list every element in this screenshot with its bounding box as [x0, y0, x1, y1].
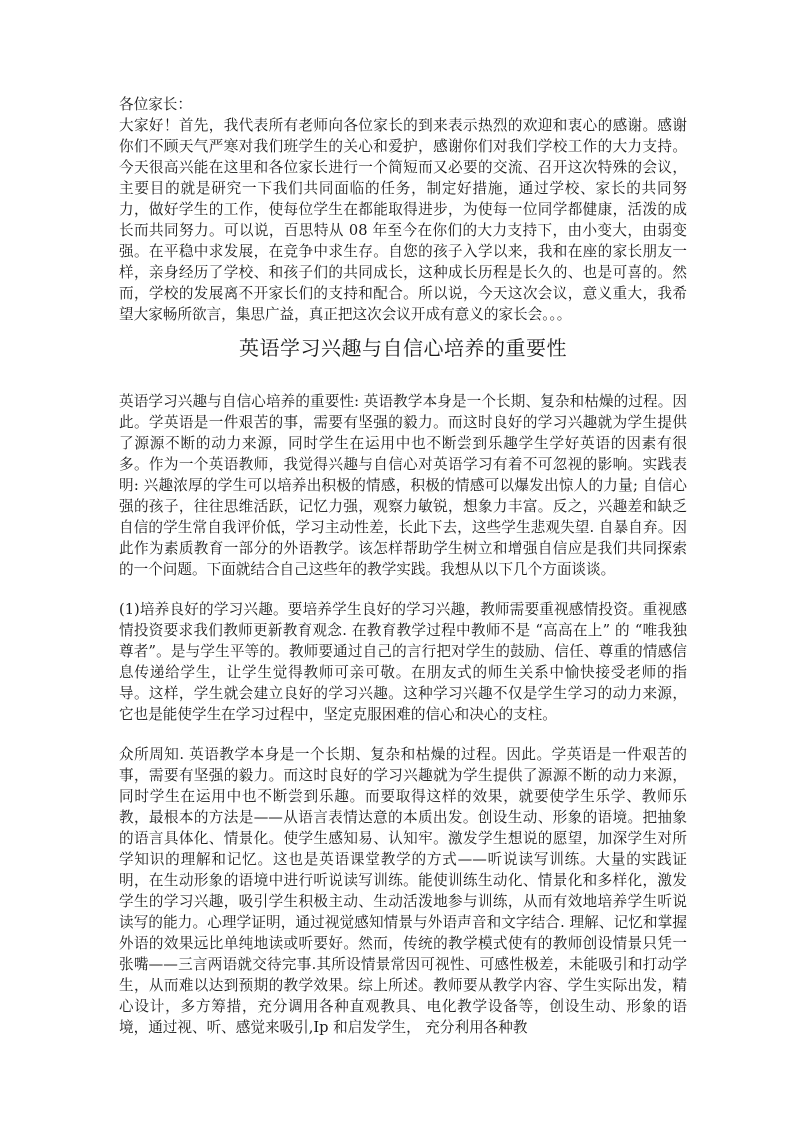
letter-salutation: 各位家长：: [119, 96, 192, 113]
letter-body: 大家好！首先，我代表所有老师向各位家长的到来表示热烈的欢迎和衷心的感谢。感谢你们不顾天气严寒对我们班学生的关心和爱护，感谢你们对我们学校工作的大力支持。今天很高兴能在这里和各位家长进行一个简短而又必要的交流、召开这次特殊的会议，主要目的就是研究一下我们共同面临的任务，制定好措施，通过学校、家长的共同努力，做好学生的工作，使每位学生在都能取得进步，为使每一位同学都健康，活泼的成长而共同努力。可以说，百思特从 08 年至今在你们的大力支持下，由小变大，由弱变强。在平稳中求发展，在竞争中求生存。自您的孩子入学以来，我和在座的家长朋友一样，亲身经历了学校、和孩子们的共同成长，这种成长历程是长久的、也是可喜的。然而，学校的发展离不开家长们的支持和配合。所以说，今天这次会议，意义重大，我希望大家畅所欲言，集思广益，真正把这次会议开成有意义的家长会。。。: [119, 117, 687, 323]
paragraph-gap: [119, 580, 687, 599]
document-page: [119, 94, 687, 1038]
article-paragraph-1: 英语学习兴趣与自信心培养的重要性: 英语教学本身是一个长期、复杂和枯燥的过程。因此。学英语是一件艰苦的事，需要有坚强的毅力。而这时良好的学习兴趣就为学生提供了源源不断的动力来源，同时学生在运用中也不断尝到乐趣学生学好英语的因素有很多。作为一个英语教师，我觉得兴趣与自信心对英语学习有着不可忽视的影响。实践表明: 兴趣浓厚的学生可以培养出积极的情感，积极的情感可以爆发出惊人的力量; 自信心强的孩子，往往思维活跃，记忆力强，观察力敏锐，想象力丰富。反之，兴趣差和缺乏自信的学生常自我评价低，学习主动性差，长此下去，这些学生悲观失望. 自暴自弃。因此作为素质教育一部分的外语教学。该怎样帮助学生树立和增强自信应是我们共同探索的一个问题。下面就结合自己这些年的教学实践。我想从以下几个方面谈谈。: [119, 393, 687, 578]
paragraph-gap: [119, 725, 687, 744]
article-paragraph-3: 众所周知. 英语教学本身是一个长期、复杂和枯燥的过程。因此。学英语是一件艰苦的事，需要有坚强的毅力。而这时良好的学习兴趣就为学生提供了源源不断的动力来源，同时学生在运用中也不断尝到乐趣。而要取得这样的效果，就要使学生乐学、教师乐教，最根本的方法是——从语言表情达意的本质出发。创设生动、形象的语境。把抽象的语言具体化、情景化。使学生感知易、认知牢。激发学生想说的愿望，加深学生对所学知识的理解和记忆。这也是英语课堂教学的方式——听说读写训练。大量的实践证明，在生动形象的语境中进行听说读写训练。能使训练生动化、情景化和多样化，激发学生的学习兴趣，吸引学生积极主动、生动活泼地参与训练，从而有效地培养学生听说读写的能力。心理学证明，通过视觉感知情景与外语声音和文字结合. 理解、记忆和掌握外语的效果远比单纯地读或听要好。然而，传统的教学模式使有的教师创设情景只凭一张嘴——三言两语就交待完事.其所设情景常因可视性、可感性极差，未能吸引和打动学生，从而难以达到预期的教学效果。综上所述。教师要从教学内容、学生实际出发，精心设计，多方筹措，充分调用各种直观教具、电化教学设备等，创设生动、形象的语境，通过视、听、感觉来吸引,Ip 和启发学生， 充分利用各种教: [119, 746, 687, 1036]
article-title: 英语学习兴趣与自信心培养的重要性: [239, 336, 567, 360]
article-paragraph-2: (1)培养良好的学习兴趣。要培养学生良好的学习兴趣，教师需要重视感情投资。重视感情投资要求我们教师更新教育观念. 在教育教学过程中教师不是 “高高在上” 的 “唯我独尊者”。是与学生平等的。教师要通过自己的言行把对学生的鼓励、信任、尊重的情感信息传递给学生，让学生觉得教师可亲可敬。在朋友式的师生关系中愉快接受老师的指导。这样，学生就会建立良好的学习兴趣。这种学习兴趣不仅是学生学习的动力来源，它也是能使学生在学习过程中，坚定克服困难的信心和决心的支柱。: [119, 601, 687, 723]
